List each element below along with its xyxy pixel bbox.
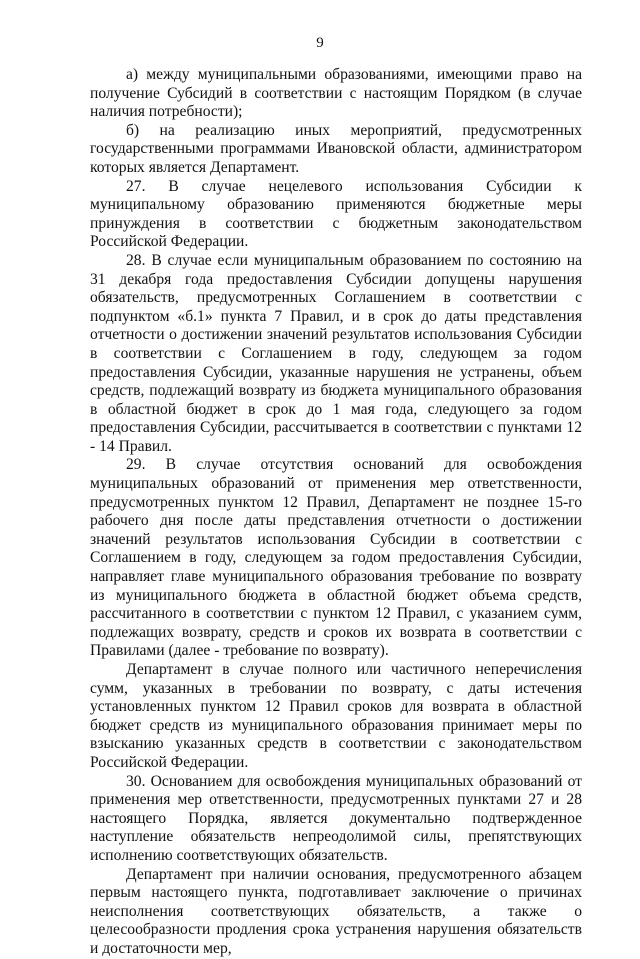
paragraph-item-b: б) на реализацию иных мероприятий, предусмотренных государственными программами Ивановской области, администратором которых является Департамент. xyxy=(90,121,582,176)
paragraph-29: 29. В случае отсутствия оснований для освобождения муниципальных образований от применения мер ответственности, предусмотренных пунктом 12 Правил, Департамент не позднее 15-го рабочего дня после даты представления отчетности о достижении значений результатов использования Субсидии в соответствии с Соглашением в году, следующем за годом предоставления Субсидии, направляет главе муниципального образования требование по возврату из муниципального бюджета в областной бюджет объема средств, рассчитанного в соответствии с пунктом 12 Правил, с указанием сумм, подлежащих возврату, средств и сроков их возврата в соответствии с Правилами (далее - требование по возврату). xyxy=(90,456,582,660)
paragraph-30: 30. Основанием для освобождения муниципальных образований от применения мер ответственности, предусмотренных пунктами 27 и 28 настоящего Порядка, является документально подтвержденное наступление обязательств непреодолимой силы, препятствующих исполнению соответствующих обязательств. xyxy=(90,772,582,864)
paragraph-item-a: а) между муниципальными образованиями, имеющими право на получение Субсидий в соответствии с настоящим Порядком (в случае наличия потребности); xyxy=(90,66,582,121)
paragraph-28: 28. В случае если муниципальным образованием по состоянию на 31 декабря года предоставления Субсидии допущены нарушения обязательств, предусмотренных Соглашением в соответствии с подпунктом «б.1» пункта 7 Правил, и в срок до даты представления отчетности о достижении значений результатов использования Субсидии в соответствии с Соглашением в году, следующем за годом предоставления Субсидии, указанные нарушения не устранены, объем средств, подлежащий возврату из бюджета муниципального образования в областной бюджет в срок до 1 мая года, следующего за годом предоставления Субсидии, рассчитывается в соответствии с пунктами 12 - 14 Правил. xyxy=(90,251,582,455)
paragraph-30-continuation: Департамент при наличии основания, предусмотренного абзацем первым настоящего пункта, подготавливает заключение о причинах неисполнения соответствующих обязательств, а также о целесообразности продления срока устранения нарушения обязательств и достаточности мер, xyxy=(90,865,582,957)
paragraph-29-continuation: Департамент в случае полного или частичного неперечисления сумм, указанных в требовании по возврату, с даты истечения установленных пунктом 12 Правил сроков для возврата в областной бюджет средств из муниципального образования принимает меры по взысканию указанных средств в соответствии с законодательством Российской Федерации. xyxy=(90,661,582,771)
paragraph-27: 27. В случае нецелевого использования Субсидии к муниципальному образованию применяются бюджетные меры принуждения в соответствии с бюджетным законодательством Российской Федерации. xyxy=(90,177,582,251)
document-body xyxy=(90,66,582,959)
page-number: 9 xyxy=(316,35,324,51)
